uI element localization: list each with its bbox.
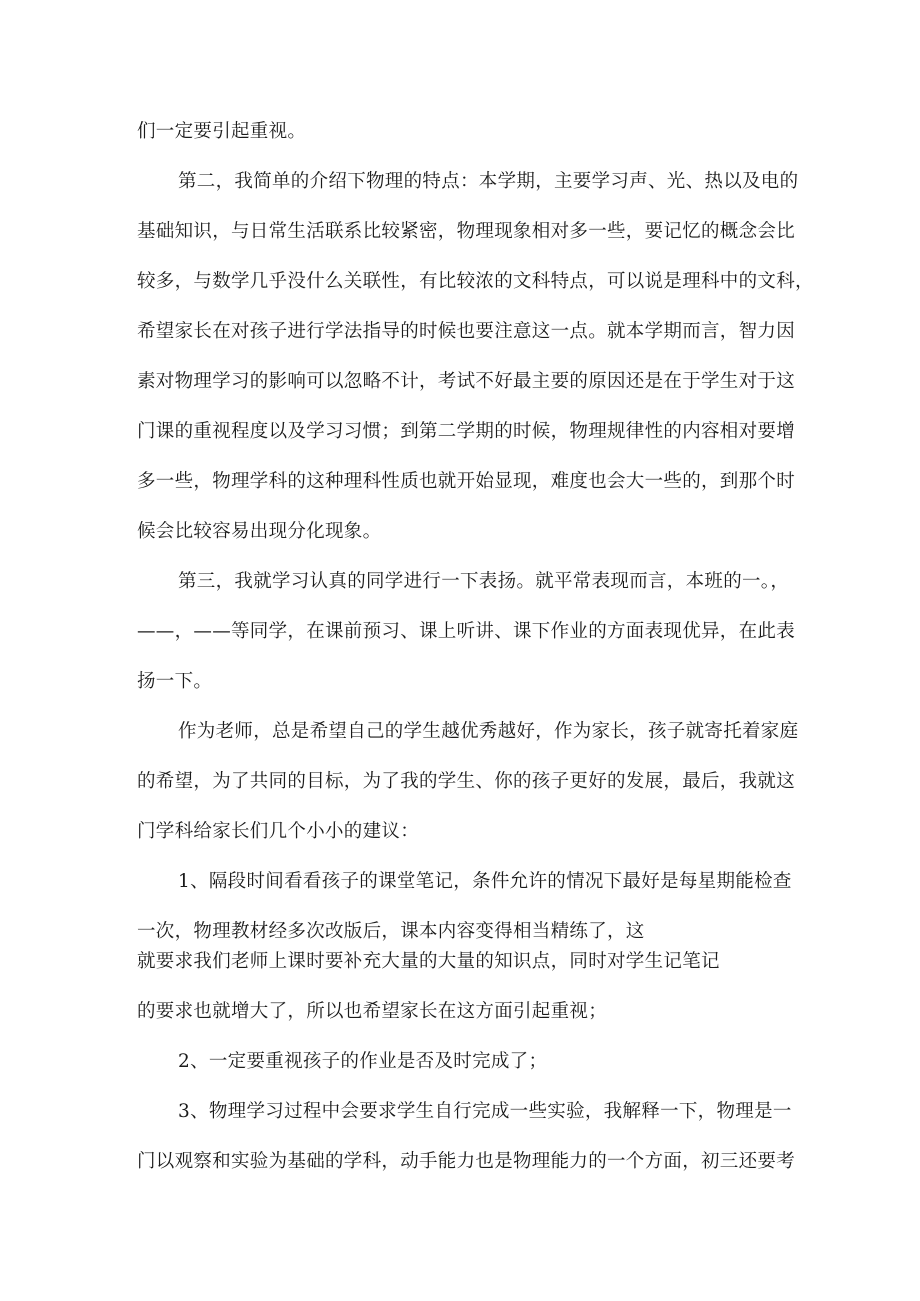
paragraph-2-line: 第二，我简单的介绍下物理的特点：本学期，主要学习声、光、热以及电的 [178, 171, 799, 192]
text-line: 门课的重视程度以及学习习惯；到第二学期的时候，物理规律性的内容相对要增 [137, 421, 796, 442]
text-line: 候会比较容易出现分化现象。 [137, 521, 382, 542]
text-line: 基础知识，与日常生活联系比较紧密，物理现象相对多一些，要记忆的概念会比 [137, 221, 796, 242]
text-line: 就要求我们老师上课时要补充大量的大量的知识点，同时对学生记笔记 [137, 951, 720, 972]
text-line: 较多，与数学几乎没什么关联性，有比较浓的文科特点，可以说是理科中的文科， [137, 271, 814, 292]
text-line: ——，——等同学，在课前预习、课上听讲、课下作业的方面表现优异，在此表 [137, 621, 796, 642]
text-line: 们一定要引起重视。 [137, 121, 307, 142]
text-line: 素对物理学习的影响可以忽略不计，考试不好最主要的原因还是在于学生对于这 [137, 371, 796, 392]
text-line: 希望家长在对孩子进行学法指导的时候也要注意这一点。就本学期而言，智力因 [137, 321, 796, 342]
text-line: 门学科给家长们几个小小的建议： [137, 821, 420, 842]
paragraph-4-line: 作为老师，总是希望自己的学生越优秀越好，作为家长，孩子就寄托着家庭 [178, 721, 799, 742]
suggestion-1-line: 1、隔段时间看看孩子的课堂笔记，条件允许的情况下最好是每星期能检查 [178, 871, 792, 892]
paragraph-3-line: 第三，我就学习认真的同学进行一下表扬。就平常表现而言，本班的一。， [178, 571, 790, 592]
text-line: 一次，物理教材经多次改版后，课本内容变得相当精练了，这 [137, 921, 645, 942]
suggestion-2-line: 2、一定要重视孩子的作业是否及时完成了； [178, 1051, 548, 1072]
suggestion-3-line: 3、物理学习过程中会要求学生自行完成一些实验，我解释一下，物理是一 [178, 1101, 792, 1122]
text-line: 门以观察和实验为基础的学科，动手能力也是物理能力的一个方面，初三还要考 [137, 1151, 796, 1172]
text-line: 扬一下。 [137, 671, 213, 692]
text-line: 多一些，物理学科的这种理科性质也就开始显现，难度也会大一些的，到那个时 [137, 471, 796, 492]
text-line: 的希望，为了共同的目标，为了我的学生、你的孩子更好的发展，最后，我就这 [137, 771, 796, 792]
text-line: 的要求也就增大了，所以也希望家长在这方面引起重视； [137, 1001, 608, 1022]
